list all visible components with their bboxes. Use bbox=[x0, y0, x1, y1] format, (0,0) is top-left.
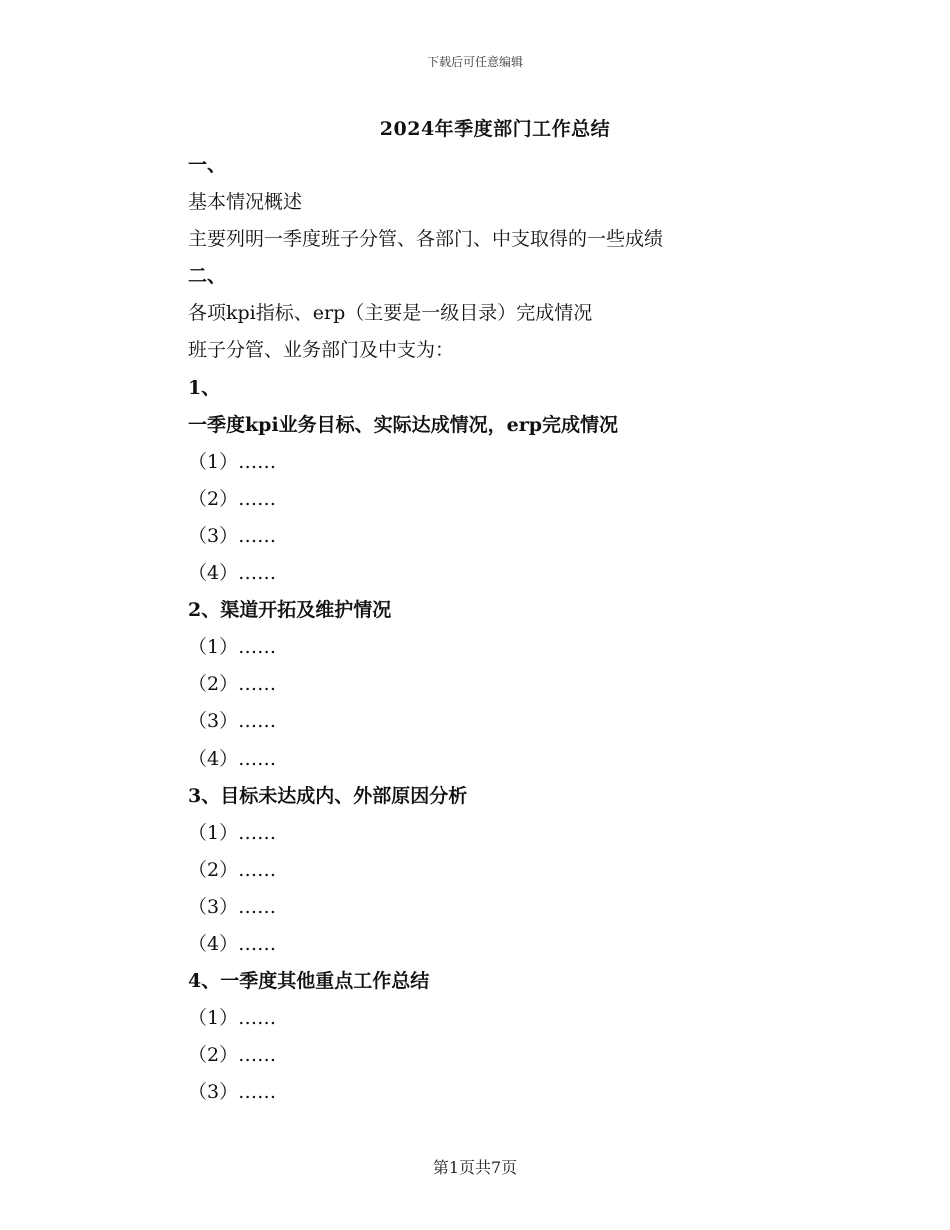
document-line: （2）…… bbox=[188, 858, 277, 881]
document-line: （2）…… bbox=[188, 1044, 277, 1067]
document-line: 基本情况概述 bbox=[188, 191, 303, 214]
document-line: 3、目标未达成内、外部原因分析 bbox=[188, 784, 468, 807]
document-line: 班子分管、业务部门及中支为： bbox=[188, 339, 455, 362]
document-line: （3）…… bbox=[188, 524, 277, 547]
document-line: （1）…… bbox=[188, 821, 277, 844]
document-line: 各项kpi指标、erp（主要是一级目录）完成情况 bbox=[188, 302, 593, 325]
header-note: 下载后可任意编辑 bbox=[426, 55, 523, 69]
document-line: 二、 bbox=[188, 265, 227, 288]
document-line: 4、一季度其他重点工作总结 bbox=[188, 970, 430, 993]
document-line: （1）…… bbox=[188, 1007, 277, 1030]
document-line: 一季度kpi业务目标、实际达成情况，erp完成情况 bbox=[188, 413, 619, 436]
document-line: （4）…… bbox=[188, 932, 277, 955]
document-title: 2024年季度部门工作总结 bbox=[379, 118, 611, 140]
document-line: （1）…… bbox=[188, 636, 277, 659]
document-line: （4）…… bbox=[188, 747, 277, 770]
page-footer: 第1页共7页 bbox=[432, 1158, 518, 1177]
document-line: （3）…… bbox=[188, 710, 277, 733]
document-line: （3）…… bbox=[188, 895, 277, 918]
document-line: （2）…… bbox=[188, 673, 277, 696]
document-line: （2）…… bbox=[188, 487, 277, 510]
document-line: 一、 bbox=[188, 154, 227, 176]
document-line: 1、 bbox=[188, 376, 221, 399]
document-body bbox=[188, 147, 868, 1111]
document-line: （4）…… bbox=[188, 562, 277, 585]
document-line: 2、渠道开拓及维护情况 bbox=[188, 599, 392, 622]
document-line: （1）…… bbox=[188, 450, 277, 473]
document-line: 主要列明一季度班子分管、各部门、中支取得的一些成绩 bbox=[188, 228, 664, 251]
document-line: （3）…… bbox=[188, 1081, 277, 1104]
